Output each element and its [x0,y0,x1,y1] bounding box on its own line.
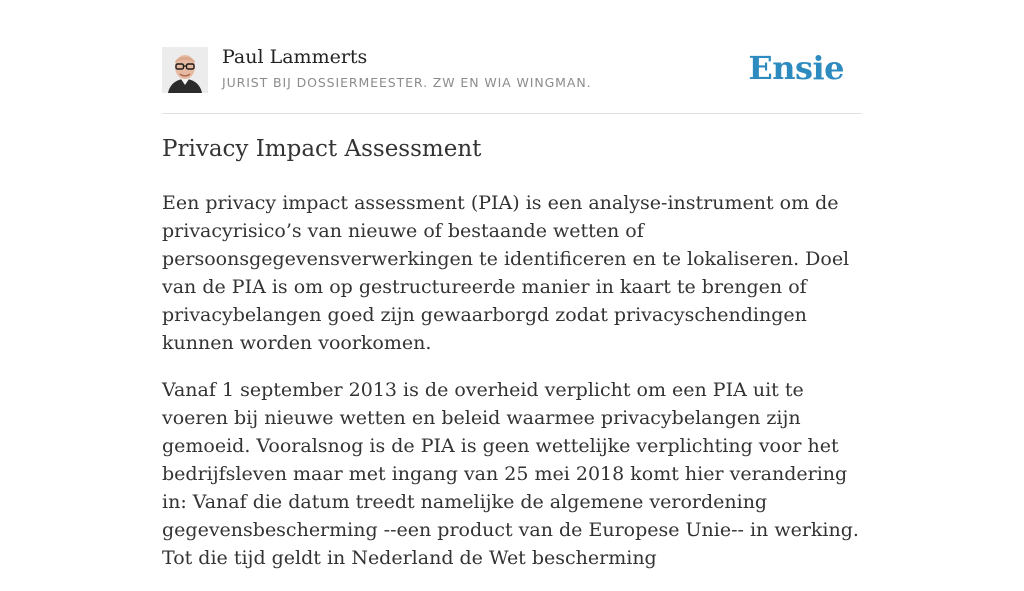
avatar-portrait-icon [162,47,208,93]
header-divider [162,113,862,114]
article-title: Privacy Impact Assessment [162,136,482,162]
avatar[interactable] [162,47,208,93]
article-body [162,189,866,591]
paragraph: Een privacy impact assessment (PIA) is een analyse-instrument om de privacyrisico’s van nieuwe of bestaande wetten of persoonsgegevensverwerkingen te identificeren en te lokaliseren. Doel van de PIA is om op gestructureerde manier in kaart te brengen of privacybelangen goed zijn gewaarborgd zodat privacyschendingen kunnen worden voorkomen. [162,192,850,354]
ensie-logo[interactable]: Ensie [748,49,844,87]
paragraph: Vanaf 1 september 2013 is de overheid verplicht om een PIA uit te voeren bij nieuwe wetten en beleid waarmee privacybelangen zijn gemoeid. Vooralsnog is de PIA is geen wettelijke verplichting voor het bedrijfsleven maar met ingang van 25 mei 2018 komt hier verandering in: Vanaf die datum treedt namelijke de algemene verordening gegevensbescherming --een product van de Europese Unie-- in werking. Tot die tijd geldt in Nederland de Wet bescherming [162,379,859,569]
author-header [162,45,862,97]
author-name[interactable]: Paul Lammerts [222,46,368,68]
author-tagline: JURIST BIJ DOSSIERMEESTER. ZW EN WIA WINGMAN. [222,75,592,90]
